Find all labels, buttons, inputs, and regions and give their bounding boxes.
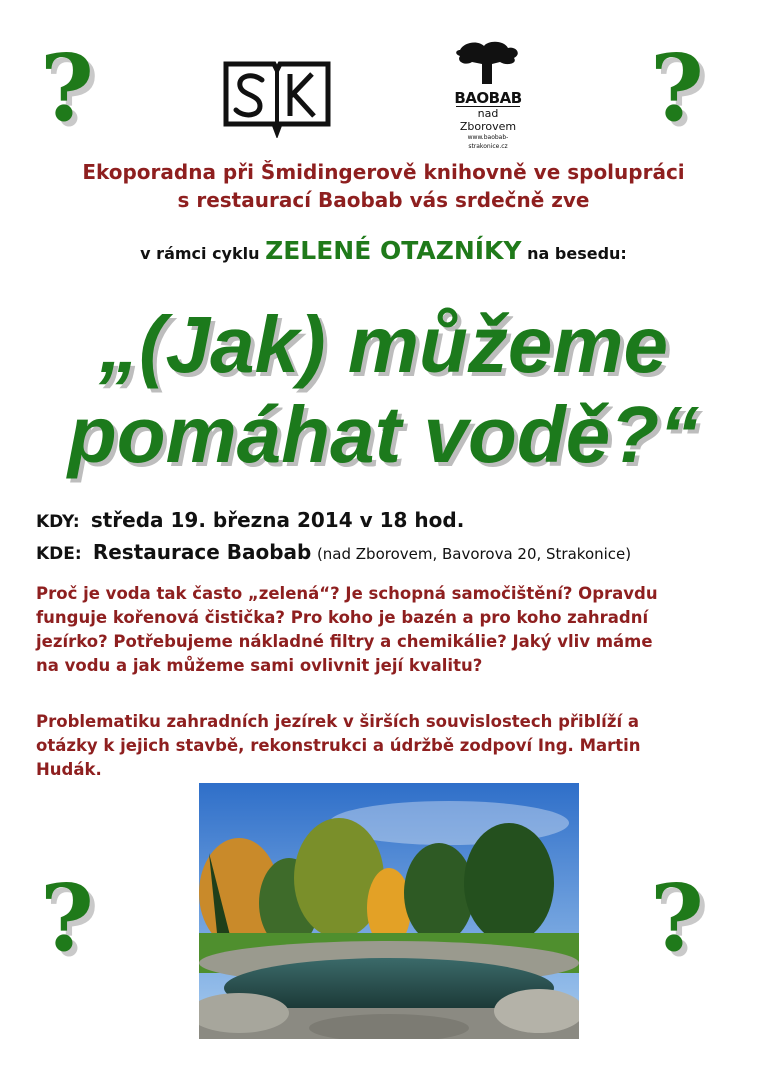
where-row: KDE: Restaurace Baobab (nad Zborovem, Bavorova 20, Strakonice) <box>36 540 632 564</box>
baobab-tree-icon <box>448 38 528 86</box>
description-paragraph: Proč je voda tak často „zelená“? Je schopná samočištění? Opravdu funguje kořenová čistička? Pro koho je bazén a pro koho zahradní jezírko? Potřebujeme nákladné filtry a chemikálie? Jaký vliv máme na vodu a jak můžeme sami ovlivnit její kvalitu? <box>36 584 658 675</box>
garden-pond-photo <box>199 783 579 1039</box>
question-mark-icon: ? <box>40 864 94 972</box>
speaker-paragraph: Problematiku zahradních jezírek v širších souvislostech přiblíží a otázky k jejich stavbě, rekonstrukci a údržbě zodpoví Ing. Martin Hudák. <box>36 712 641 779</box>
when-row: KDY: středa 19. března 2014 v 18 hod. <box>36 508 465 532</box>
question-mark-icon: ? <box>650 34 704 142</box>
cycle-line: v rámci cyklu ZELENÉ OTAZNÍKY na besedu: <box>140 236 627 265</box>
baobab-logo: BAOBAB nad Zborovem www.baobab-strakonice.cz <box>448 38 528 146</box>
question-mark-icon: ? <box>650 864 704 972</box>
question-mark-icon: ? <box>40 34 94 142</box>
intro-text: Ekoporadna při Šmidingerově knihovně ve spolupráci s restaurací Baobab vás srdečně zve <box>82 160 685 212</box>
event-title: „(Jak) můžeme pomáhat vodě?“ <box>67 300 700 479</box>
sk-library-logo <box>222 58 332 138</box>
